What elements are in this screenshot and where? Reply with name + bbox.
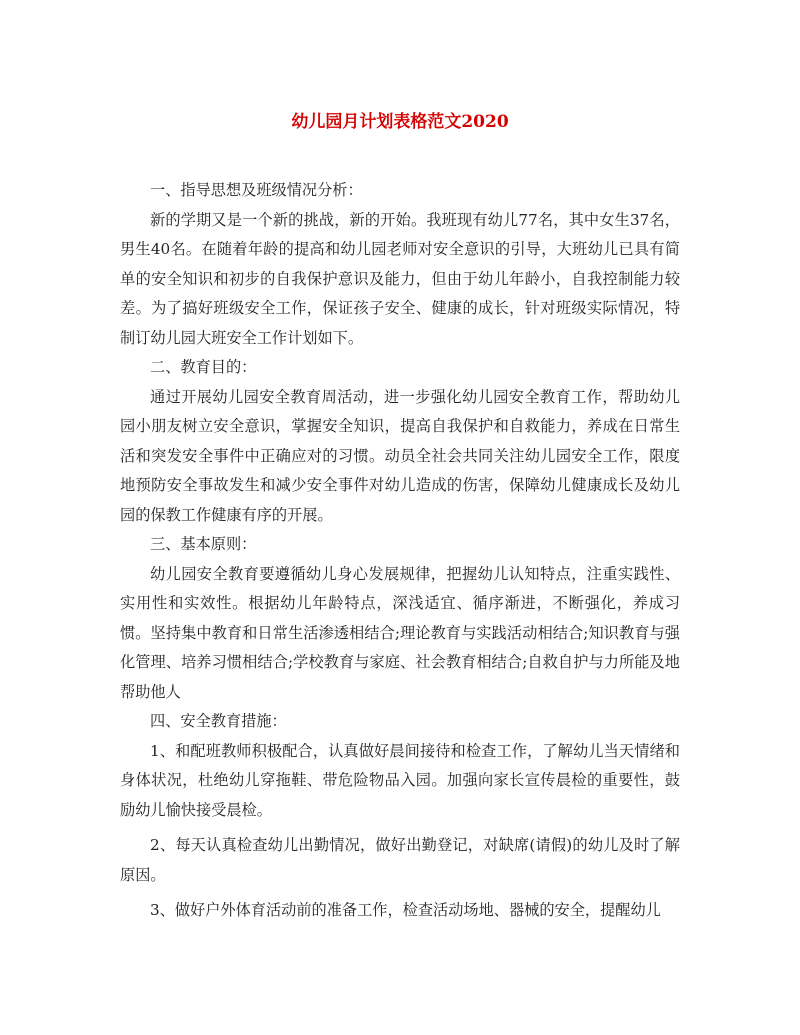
paragraph-education-purpose: 通过开展幼儿园安全教育周活动，进一步强化幼儿园安全教育工作，帮助幼儿园小朋友树立安全意识，掌握安全知识，提高自我保护和自救能力，养成在日常生活和突发安全事件中正确应对的习惯。动员全社会共同关注幼儿园安全工作，限度地预防安全事故发生和减少安全事件对幼儿造成的伤害，保障幼儿健康成长及幼儿园的保教工作健康有序的开展。 bbox=[120, 387, 680, 524]
heading-guiding-thought: 一、指导思想及班级情况分析： bbox=[150, 181, 363, 199]
paragraph-class-situation: 新的学期又是一个新的挑战，新的开始。我班现有幼儿77名，其中女生37名，男生40名。在随着年龄的提高和幼儿园老师对安全意识的引导，大班幼儿已具有简单的安全知识和初步的自我保护意识及能力，但由于幼儿年龄小，自我控制能力较差。为了搞好班级安全工作，保证孩子安全、健康的成长，针对班级实际情况，特制订幼儿园大班安全工作计划如下。 bbox=[120, 210, 680, 347]
heading-safety-measures: 四、安全教育措施： bbox=[150, 712, 287, 730]
document-title: 幼儿园月计划表格范文2020 bbox=[291, 112, 509, 132]
measure-item-3: 3、做好户外体育活动前的准备工作，检查活动场地、器械的安全，提醒幼儿 bbox=[150, 901, 661, 919]
document-body bbox=[120, 176, 680, 926]
measure-item-1: 1、和配班教师积极配合，认真做好晨间接待和检查工作，了解幼儿当天情绪和身体状况，杜绝幼儿穿拖鞋、带危险物品入园。加强向家长宣传晨检的重要性，鼓励幼儿愉快接受晨检。 bbox=[120, 741, 680, 819]
paragraph-basic-principles: 幼儿园安全教育要遵循幼儿身心发展规律，把握幼儿认知特点，注重实践性、实用性和实效性。根据幼儿年龄特点，深浅适宜、循序渐进，不断强化，养成习惯。坚持集中教育和日常生活渗透相结合;理论教育与实践活动相结合;知识教育与强化管理、培养习惯相结合;学校教育与家庭、社会教育相结合;自救自护与力所能及地帮助他人 bbox=[120, 564, 680, 701]
heading-basic-principles: 三、基本原则： bbox=[150, 535, 257, 553]
heading-education-purpose: 二、教育目的： bbox=[150, 358, 257, 376]
measure-item-2: 2、每天认真检查幼儿出勤情况，做好出勤登记，对缺席(请假)的幼儿及时了解原因。 bbox=[120, 836, 680, 884]
